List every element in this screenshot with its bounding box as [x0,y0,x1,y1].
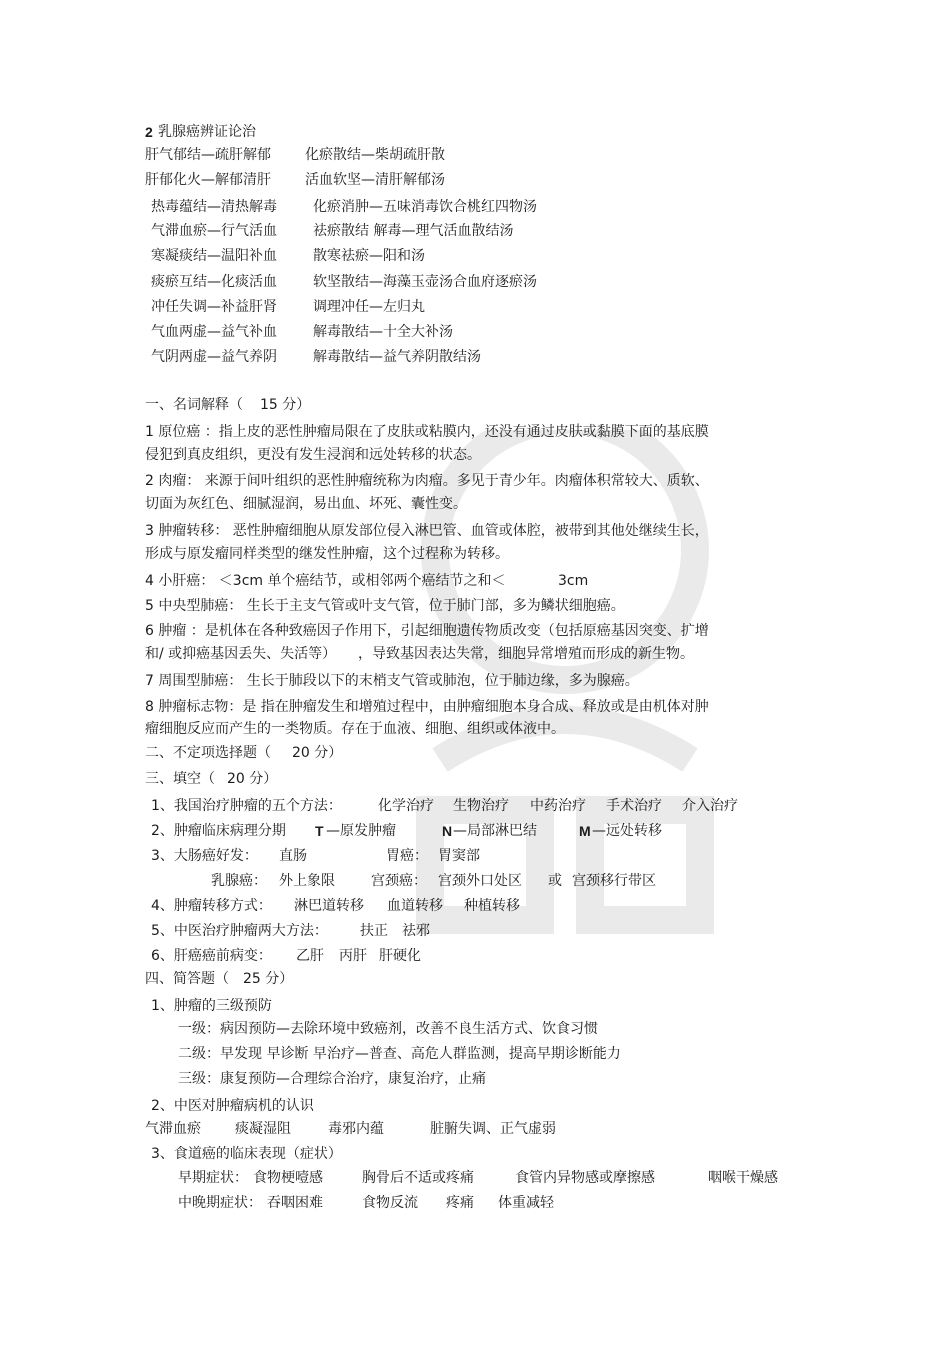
short-question-label: 1、肿瘤的三级预防 [151,998,272,1014]
stage-text: —局部淋巴结 [453,823,537,839]
prevention-line: 二级：早发现 早诊断 早治疗—普查、高危人群监测，提高早期诊断能力 [178,1046,621,1062]
definition-line: 3 肿瘤转移： 恶性肿瘤细胞从原发部位侵入淋巴管、血管或体腔，被带到其他处继续生长， [145,523,709,539]
answer: 介入治疗 [682,798,738,814]
syndrome-pattern: 气血两虚—益气补血 [151,324,277,340]
definition-line: 6 肿瘤 ：是机体在各种致癌因子作用下，引起细胞遗传物质改变（包括原癌基因突变、扩增 [145,623,709,639]
answer: 种植转移 [464,898,520,914]
definition-line: 1 原位癌 ：指上皮的恶性肿瘤局限在了皮肤或粘膜内，还没有通过皮肤或黏膜下面的基底膜 [145,424,709,440]
answer: 宫颈移行带区 [572,873,656,889]
section2-heading-num: 2 [145,124,153,140]
definition-line: 形成与原发瘤同样类型的继发性肿瘤，这个过程称为转移。 [145,546,509,562]
answer: 扶正 [360,923,388,939]
section2-heading-text: 乳腺癌辨证论治 [158,124,256,140]
fill-question-3 [151,846,601,866]
fill-question-6 [151,946,551,966]
fill-question-5 [151,921,551,941]
answer-conjunction: 或 [548,873,562,889]
answer-label: 胃癌： [386,848,428,864]
question-label: 5、中医治疗肿瘤两大方法： [151,923,328,939]
syndrome-treatment: 化瘀消肿—五味消毒饮合桃红四物汤 [313,199,537,215]
answer: 化学治疗 [378,798,434,814]
symptom: 食管内异物感或摩擦感 [515,1170,655,1186]
question-label: 3、大肠癌好发： [151,848,258,864]
symptom: 吞咽困难 [267,1195,323,1211]
stage-text: —原发肿瘤 [326,823,396,839]
syndrome-pattern: 冲任失调—补益肝肾 [151,299,277,315]
syndrome-treatment: 祛瘀散结 解毒—理气活血散结汤 [313,223,514,239]
pathogenesis-line [145,1119,645,1139]
definition-line: 8 肿瘤标志物：是 指在肿瘤发生和增殖过程中，由肿瘤细胞本身合成、释放或是由机体对肿 [145,699,709,715]
symptom: 胸骨后不适或疼痛 [362,1170,474,1186]
symptom: 疼痛 [446,1195,474,1211]
symptom: 体重减轻 [498,1195,554,1211]
syndrome-treatment: 化瘀散结—柴胡疏肝散 [305,147,445,163]
part3-score: 20 分） [227,771,278,787]
part3-heading-text: 三、填空（ [145,771,215,787]
prevention-line: 三级：康复预防—合理综合治疗，康复治疗，止痛 [178,1071,486,1087]
answer: 祛邪 [402,923,430,939]
stage-letter: N [442,823,453,839]
definition-text: 和/ 或抑癌基因丢失、失活等） [145,646,337,662]
symptom: 食物反流 [362,1195,418,1211]
fill-question-4 [151,896,601,916]
definition-line: 切面为灰红色、细腻湿润，易出血、坏死、囊性变。 [145,496,467,512]
part1-heading [145,395,445,415]
part1-heading-text: 一、名词解释（ [145,397,243,413]
syndrome-pattern: 痰瘀互结—化痰活血 [151,274,277,290]
early-symptoms-line [178,1168,828,1188]
definition-line: 5 中央型肺癌： 生长于主支气管或叶支气管，位于肺门部，多为鳞状细胞癌。 [145,598,625,614]
part3-heading [145,769,445,789]
answer: 中药治疗 [530,798,586,814]
answer: 胃窦部 [438,848,480,864]
syndrome-row [151,197,601,217]
answer: 脏腑失调、正气虚弱 [430,1121,556,1137]
syndrome-row [151,347,601,367]
definition-line: 2 肉瘤： 来源于间叶组织的恶性肿瘤统称为肉瘤。多见于青少年。肉瘤体积常较大、质软、 [145,473,709,489]
answer: 血道转移 [387,898,443,914]
syndrome-treatment: 解毒散结—益气养阴散结汤 [313,349,481,365]
definition-line: 7 周围型肺癌： 生长于肺段以下的末梢支气管或肺泡，位于肺边缘，多为腺癌。 [145,673,639,689]
definition-line [145,571,645,591]
answer-label: 乳腺癌： [211,873,267,889]
syndrome-pattern: 气滞血瘀—行气活血 [151,223,277,239]
answer: 痰凝湿阻 [235,1121,291,1137]
answer: 气滞血瘀 [145,1121,201,1137]
syndrome-pattern: 热毒蕴结—清热解毒 [151,199,277,215]
part4-score: 25 分） [243,971,294,987]
symptom: 食物梗噎感 [253,1170,323,1186]
part2-heading-text: 二、不定项选择题（ [145,745,271,761]
question-label: 1、我国治疗肿瘤的五个方法： [151,798,342,814]
syndrome-treatment: 解毒散结—十全大补汤 [313,324,453,340]
syndrome-pattern: 肝气郁结—疏肝解郁 [145,147,271,163]
syndrome-row [151,221,601,241]
syndrome-row [151,297,601,317]
short-question-label: 2、中医对肿瘤病机的认识 [151,1098,314,1114]
fill-question-3-cont [211,871,711,891]
symptom-label: 中晚期症状： [178,1195,262,1211]
definition-text: 4 小肝癌： ＜3cm 单个癌结节，或相邻两个癌结节之和＜ [145,573,506,589]
stage-text: —远处转移 [592,823,662,839]
part4-heading-text: 四、简答题（ [145,971,229,987]
stage-letter: T [315,823,324,839]
question-label: 2、肿瘤临床病理分期 [151,823,286,839]
definition-line: 瘤细胞反应而产生的一类物质。存在于血液、细胞、组织或体液中。 [145,721,565,737]
part2-heading [145,743,445,763]
answer-label: 宫颈癌： [371,873,427,889]
answer: 乙肝 [296,948,324,964]
answer: 生物治疗 [453,798,509,814]
answer: 宫颈外口处区 [438,873,522,889]
question-label: 4、肿瘤转移方式： [151,898,272,914]
answer: 手术治疗 [606,798,662,814]
answer: 丙肝 [339,948,367,964]
syndrome-treatment: 活血软坚—清肝解郁汤 [305,172,445,188]
symptom-label: 早期症状： [178,1170,248,1186]
definition-line [145,644,745,664]
prevention-line: 一级：病因预防—去除环境中致癌剂，改善不良生活方式、饮食习惯 [178,1021,598,1037]
definition-text: ，导致基因表达失常，细胞异常增殖而形成的新生物。 [358,646,694,662]
part2-score: 20 分） [292,745,343,761]
definition-value: 3cm [558,573,589,589]
answer: 直肠 [279,848,307,864]
answer: 淋巴道转移 [294,898,364,914]
part4-heading [145,969,445,989]
syndrome-pattern: 肝郁化火—解郁清肝 [145,172,271,188]
syndrome-row [151,246,601,266]
syndrome-row [145,170,595,190]
fill-question-1 [151,796,801,816]
syndrome-treatment: 调理冲任—左归丸 [313,299,425,315]
answer: 肝硬化 [379,948,421,964]
syndrome-pattern: 寒凝痰结—温阳补血 [151,248,277,264]
fill-question-2 [151,821,801,841]
part1-score: 15 分） [260,397,311,413]
syndrome-row [145,145,595,165]
syndrome-pattern: 气阴两虚—益气养阴 [151,349,277,365]
short-question-label: 3、食道癌的临床表现（症状） [151,1146,342,1162]
stage-letter: M [579,823,591,839]
syndrome-row [151,322,601,342]
answer: 毒邪内蕴 [328,1121,384,1137]
definition-line: 侵犯到真皮组织，更没有发生浸润和远处转移的状态。 [145,447,481,463]
late-symptoms-line [178,1193,678,1213]
question-label: 6、肝癌癌前病变： [151,948,272,964]
syndrome-treatment: 散寒祛瘀—阳和汤 [313,248,425,264]
syndrome-row [151,272,601,292]
symptom: 咽喉干燥感 [708,1170,778,1186]
answer: 外上象限 [279,873,335,889]
syndrome-treatment: 软坚散结—海藻玉壶汤合血府逐瘀汤 [313,274,537,290]
